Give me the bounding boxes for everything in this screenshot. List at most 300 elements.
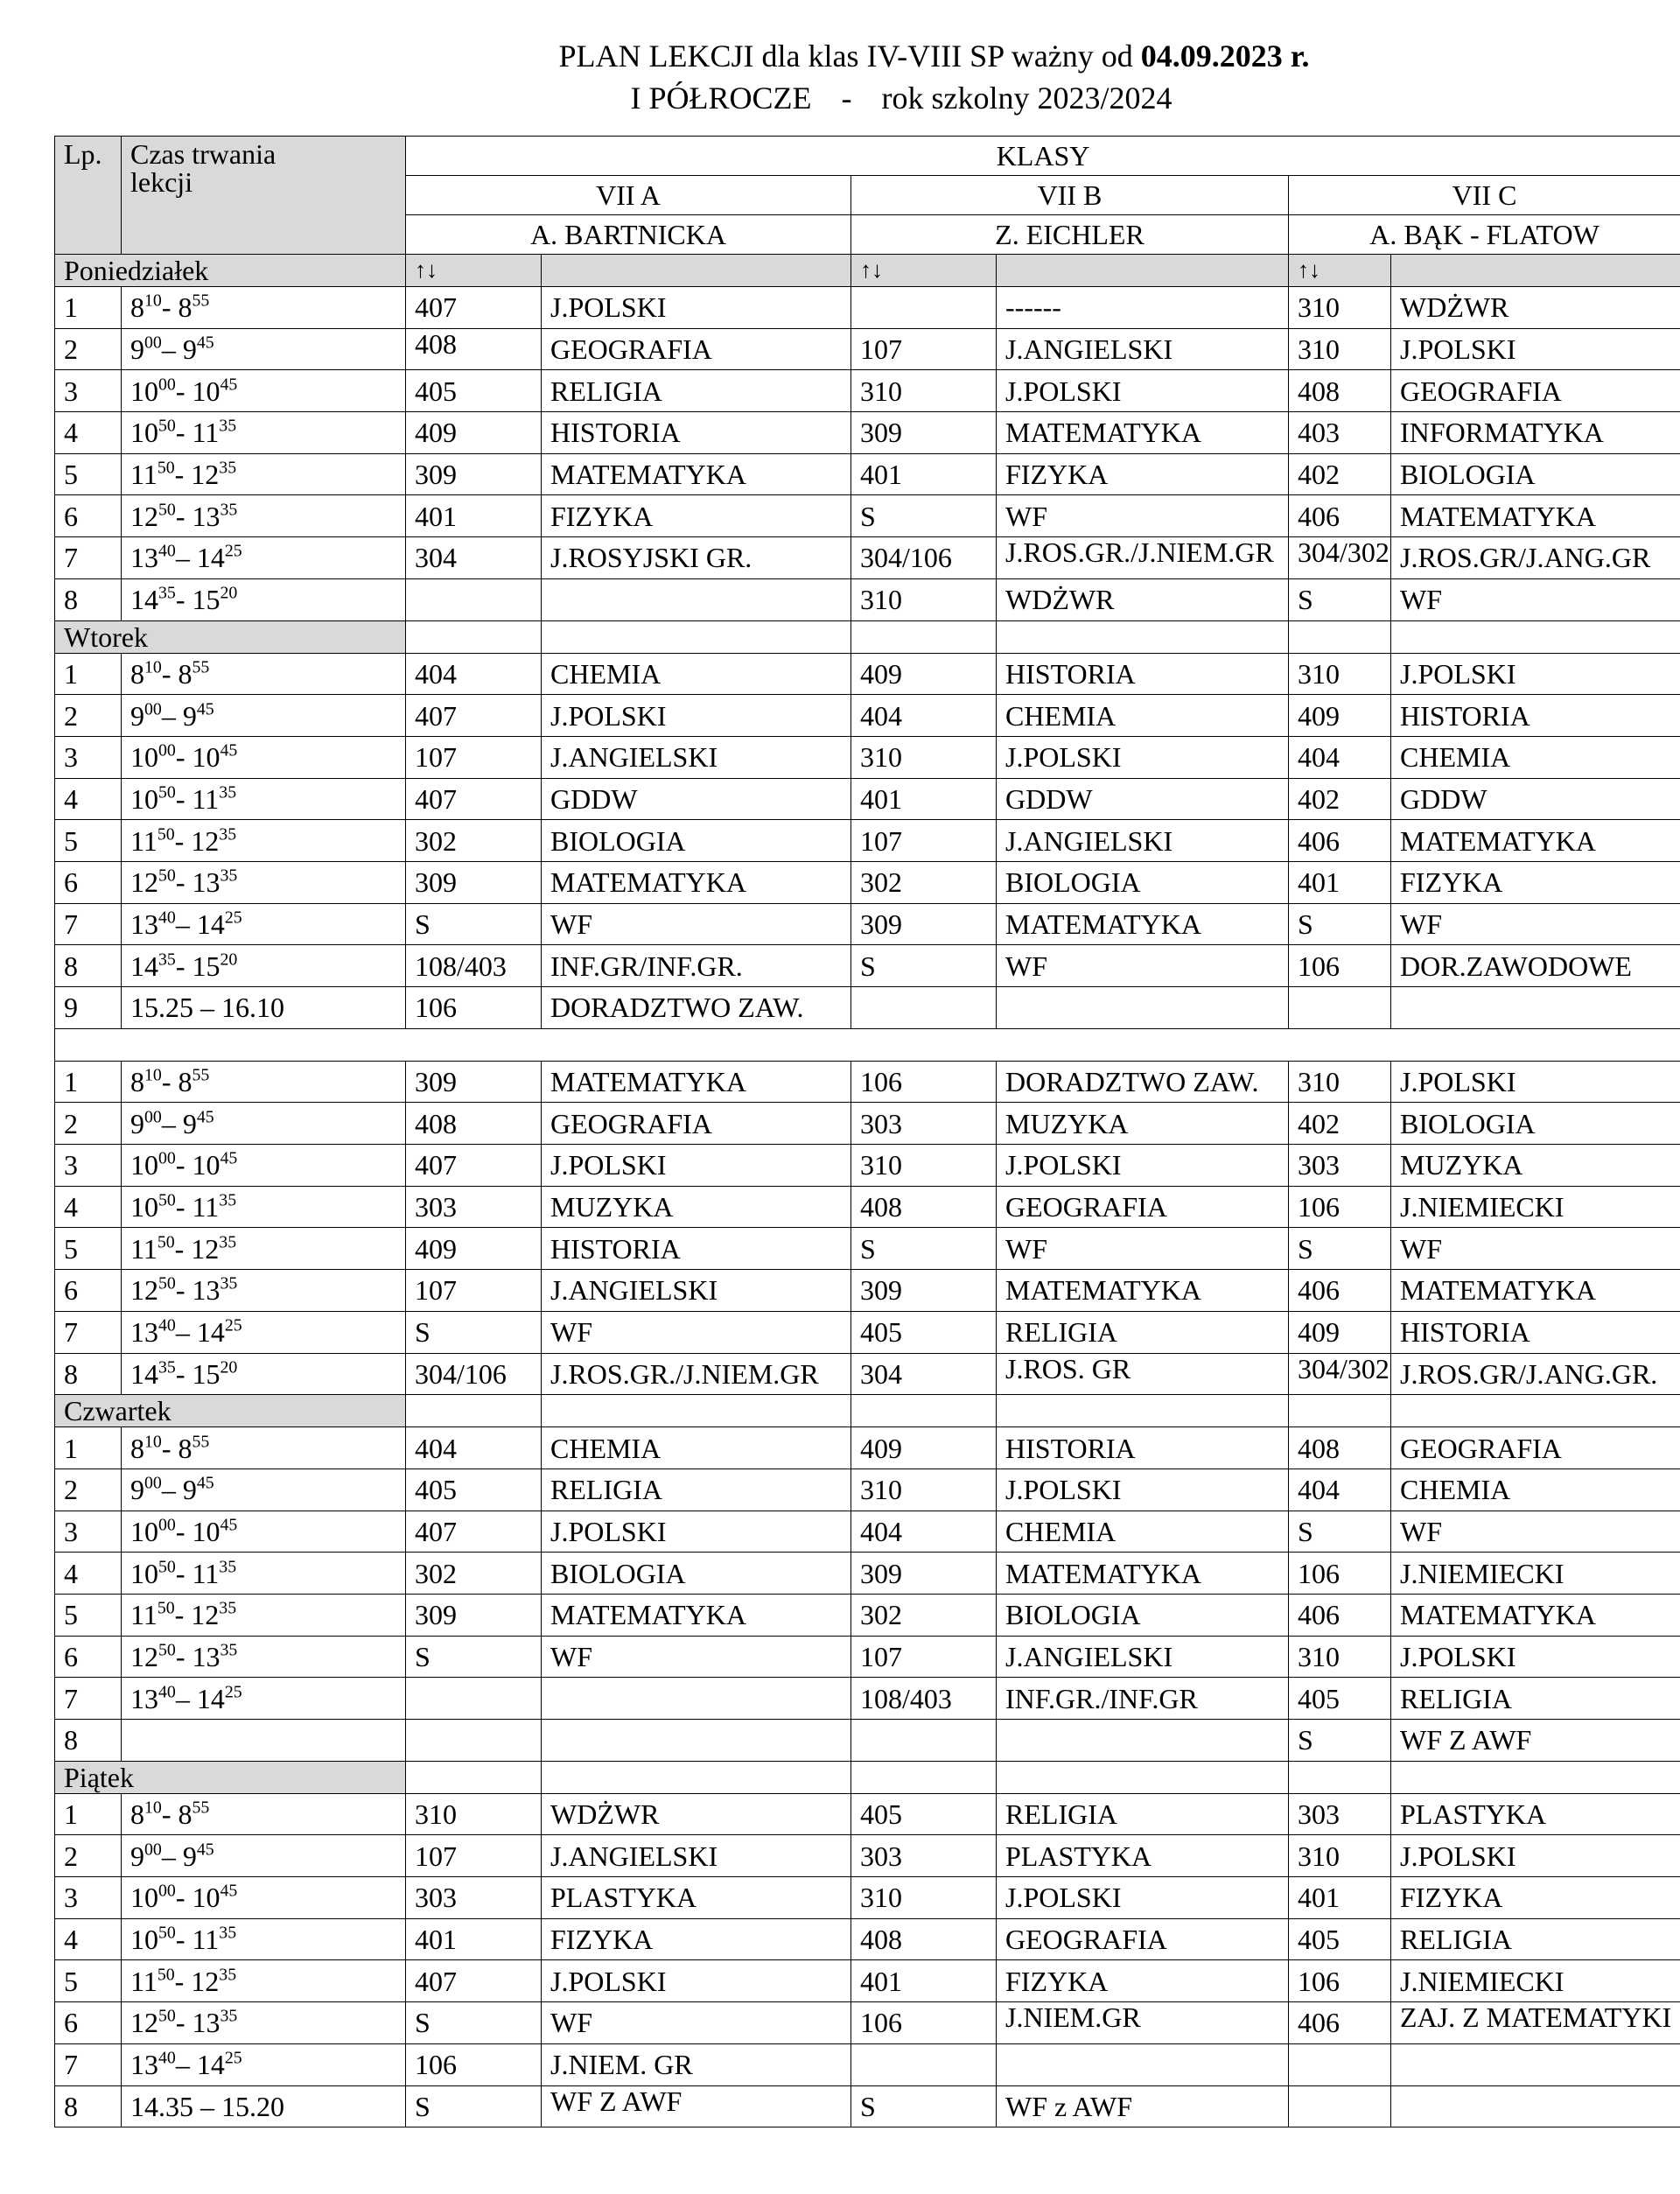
lesson-number: 8: [55, 578, 122, 620]
lesson-number: 3: [55, 1511, 122, 1553]
room-7b: 303: [851, 1835, 997, 1877]
subject-7b: INF.GR./INF.GR: [997, 1678, 1289, 1720]
sort-arrows: ↑↓: [1289, 255, 1391, 287]
room-7c: 405: [1289, 1918, 1391, 1960]
subject-7c: J.NIEMIECKI: [1391, 1960, 1680, 2002]
day-row-fill: [1391, 255, 1680, 287]
subject-7a: [542, 1720, 851, 1762]
room-7c: 304/302: [1289, 537, 1391, 579]
lesson-time: $9^{00}-$ $9^{45}$: [122, 1469, 406, 1511]
room-7c: 106: [1289, 1186, 1391, 1228]
room-7c: 106: [1289, 945, 1391, 987]
subject-7c: J.NIEMIECKI: [1391, 1186, 1680, 1228]
subject-7b: J.ANGIELSKI: [997, 1636, 1289, 1678]
lesson-number: 2: [55, 1103, 122, 1145]
room-7a: 303: [406, 1877, 542, 1919]
subject-7c: GEOGRAFIA: [1391, 1427, 1680, 1469]
subject-7a: J.POLSKI: [542, 287, 851, 329]
lesson-number: 6: [55, 495, 122, 537]
subject-7b: PLASTYKA: [997, 1835, 1289, 1877]
lesson-time: $9^{00}-$ $9^{45}$: [122, 328, 406, 370]
room-7a: 407: [406, 1511, 542, 1553]
teacher-7a: A. BARTNICKA: [406, 215, 851, 255]
day-row-fill: [542, 255, 851, 287]
day-row-fill: [997, 255, 1289, 287]
table-row: [55, 1145, 1680, 1187]
lesson-number: 2: [55, 1469, 122, 1511]
blank-day-row: [55, 1028, 1680, 1061]
lesson-number: 9: [55, 987, 122, 1029]
subject-7c: GDDW: [1391, 778, 1680, 820]
room-7b: 304: [851, 1353, 997, 1395]
room-7b: 302: [851, 1594, 997, 1636]
subject-7a: MATEMATYKA: [542, 861, 851, 903]
subject-7a: WF Z AWF: [542, 2085, 851, 2127]
room-7c: 304/302: [1289, 1353, 1391, 1395]
subject-7c: WF: [1391, 1511, 1680, 1553]
lesson-time: $8^{10}-$ $8^{55}$: [122, 1061, 406, 1103]
lesson-number: 5: [55, 1594, 122, 1636]
subject-7b: CHEMIA: [997, 695, 1289, 737]
room-7b: 401: [851, 778, 997, 820]
subject-7a: RELIGIA: [542, 1469, 851, 1511]
subject-7c: WDŻWR: [1391, 287, 1680, 329]
subject-7c: CHEMIA: [1391, 1469, 1680, 1511]
timetable: [54, 136, 1680, 2127]
subject-7b: WDŻWR: [997, 578, 1289, 620]
lesson-number: 5: [55, 1960, 122, 2002]
day-row-fill: [997, 620, 1289, 653]
day-row-fill: [406, 1395, 542, 1427]
subject-7c: CHEMIA: [1391, 736, 1680, 778]
subject-7b: WF: [997, 1228, 1289, 1270]
room-7a: [406, 1678, 542, 1720]
room-7b: 107: [851, 1636, 997, 1678]
day-row-fill: [851, 620, 997, 653]
subject-7c: RELIGIA: [1391, 1918, 1680, 1960]
subject-7a: MATEMATYKA: [542, 453, 851, 495]
room-7a: 309: [406, 1061, 542, 1103]
room-7b: 408: [851, 1186, 997, 1228]
table-row: [55, 1061, 1680, 1103]
lesson-number: 5: [55, 1228, 122, 1270]
room-7c: 409: [1289, 1311, 1391, 1353]
room-7c: S: [1289, 578, 1391, 620]
room-7c: 404: [1289, 736, 1391, 778]
lesson-number: 5: [55, 453, 122, 495]
room-7c: 403: [1289, 412, 1391, 454]
room-7a: 107: [406, 736, 542, 778]
room-7b: 304/106: [851, 537, 997, 579]
subject-7b: RELIGIA: [997, 1793, 1289, 1835]
lesson-time: $10^{50}-$ $11^{35}$: [122, 1553, 406, 1595]
subject-7b: GDDW: [997, 778, 1289, 820]
table-row: [55, 1228, 1680, 1270]
subject-7b: HISTORIA: [997, 653, 1289, 695]
room-7c: 310: [1289, 1061, 1391, 1103]
room-7b: 401: [851, 453, 997, 495]
lesson-number: 4: [55, 778, 122, 820]
room-7c: S: [1289, 1720, 1391, 1762]
lesson-number: 4: [55, 1186, 122, 1228]
subject-7b: RELIGIA: [997, 1311, 1289, 1353]
room-7b: [851, 287, 997, 329]
table-row: [55, 1835, 1680, 1877]
table-row: [55, 1186, 1680, 1228]
table-row: [55, 412, 1680, 454]
table-row: [55, 653, 1680, 695]
room-7a: 408: [406, 328, 542, 370]
room-7b: 309: [851, 1270, 997, 1312]
day-row-fill: [1289, 1761, 1391, 1793]
subject-7b: CHEMIA: [997, 1511, 1289, 1553]
lesson-time: $9^{00}-$ $9^{45}$: [122, 1103, 406, 1145]
subject-7c: WF: [1391, 578, 1680, 620]
table-row: [55, 861, 1680, 903]
day-name: Piątek: [55, 1761, 406, 1793]
lesson-number: 4: [55, 412, 122, 454]
room-7a: 303: [406, 1186, 542, 1228]
room-7b: 107: [851, 820, 997, 862]
header-klasy: KLASY: [406, 137, 1680, 176]
lesson-time: $13^{40}-$ $14^{25}$: [122, 1678, 406, 1720]
subject-7a: J.POLSKI: [542, 1511, 851, 1553]
subject-7b: J.NIEM.GR: [997, 2002, 1289, 2044]
room-7c: 401: [1289, 861, 1391, 903]
table-row: [55, 1311, 1680, 1353]
lesson-time: 15.25 – 16.10: [122, 987, 406, 1029]
lesson-time: $8^{10}-$ $8^{55}$: [122, 1793, 406, 1835]
room-7a: 106: [406, 987, 542, 1029]
room-7c: 406: [1289, 495, 1391, 537]
subject-7b: BIOLOGIA: [997, 861, 1289, 903]
room-7a: 108/403: [406, 945, 542, 987]
lesson-time: $10^{00}-$ $10^{45}$: [122, 1511, 406, 1553]
day-name: Poniedziałek: [55, 255, 406, 287]
subject-7a: WF: [542, 2002, 851, 2044]
lesson-time: $13^{40}-$ $14^{25}$: [122, 1311, 406, 1353]
lesson-time: $10^{50}-$ $11^{35}$: [122, 412, 406, 454]
room-7a: 404: [406, 1427, 542, 1469]
subject-7a: J.ANGIELSKI: [542, 1835, 851, 1877]
table-row: [55, 1553, 1680, 1595]
lesson-number: 7: [55, 903, 122, 945]
room-7a: 309: [406, 861, 542, 903]
room-7a: 106: [406, 2043, 542, 2085]
room-7b: [851, 987, 997, 1029]
subject-7c: J.POLSKI: [1391, 1061, 1680, 1103]
subject-7c: J.POLSKI: [1391, 653, 1680, 695]
lesson-number: 4: [55, 1918, 122, 1960]
room-7c: [1289, 2043, 1391, 2085]
room-7b: 309: [851, 1553, 997, 1595]
room-7b: 310: [851, 578, 997, 620]
lesson-number: 6: [55, 2002, 122, 2044]
table-row: [55, 1960, 1680, 2002]
lesson-time: $9^{00}-$ $9^{45}$: [122, 1835, 406, 1877]
teacher-7b: Z. EICHLER: [851, 215, 1289, 255]
subject-7c: RELIGIA: [1391, 1678, 1680, 1720]
room-7a: 309: [406, 453, 542, 495]
room-7a: [406, 578, 542, 620]
lesson-number: 7: [55, 537, 122, 579]
subject-7a: DORADZTWO ZAW.: [542, 987, 851, 1029]
subject-7c: MUZYKA: [1391, 1145, 1680, 1187]
lesson-number: 7: [55, 1678, 122, 1720]
subject-7b: GEOGRAFIA: [997, 1918, 1289, 1960]
subject-7a: J.ROS.GR./J.NIEM.GR: [542, 1353, 851, 1395]
table-row: [55, 1270, 1680, 1312]
subject-7c: J.ROS.GR/J.ANG.GR: [1391, 537, 1680, 579]
day-name: Czwartek: [55, 1395, 406, 1427]
subject-7a: GEOGRAFIA: [542, 328, 851, 370]
lesson-time: $8^{10}-$ $8^{55}$: [122, 1427, 406, 1469]
table-row: [55, 2043, 1680, 2085]
lesson-time: $12^{50}-$ $13^{35}$: [122, 1636, 406, 1678]
room-7c: 402: [1289, 1103, 1391, 1145]
room-7a: S: [406, 1636, 542, 1678]
lesson-number: 6: [55, 1636, 122, 1678]
sort-arrows: ↑↓: [851, 255, 997, 287]
table-row: [55, 1427, 1680, 1469]
room-7a: 407: [406, 778, 542, 820]
room-7c: [1289, 2085, 1391, 2127]
room-7c: 106: [1289, 1960, 1391, 2002]
subject-7c: J.POLSKI: [1391, 328, 1680, 370]
room-7a: 309: [406, 1594, 542, 1636]
page-title: PLAN LEKCJI dla klas IV-VIII SP ważny od 04.09.2023 r.: [558, 39, 1310, 74]
room-7a: S: [406, 2085, 542, 2127]
lesson-time: $10^{00}-$ $10^{45}$: [122, 736, 406, 778]
table-row: [55, 736, 1680, 778]
sort-arrows: ↑↓: [406, 255, 542, 287]
subject-7b: WF: [997, 495, 1289, 537]
table-row: [55, 287, 1680, 329]
teacher-7c: A. BĄK - FLATOW: [1289, 215, 1680, 255]
lesson-time: $12^{50}-$ $13^{35}$: [122, 2002, 406, 2044]
subject-7a: [542, 1678, 851, 1720]
table-row: [55, 1353, 1680, 1395]
class-name-7a: VII A: [406, 176, 851, 215]
subject-7b: MATEMATYKA: [997, 903, 1289, 945]
room-7b: 405: [851, 1311, 997, 1353]
room-7b: 309: [851, 412, 997, 454]
subject-7a: MUZYKA: [542, 1186, 851, 1228]
room-7a: 401: [406, 1918, 542, 1960]
subject-7c: ZAJ. Z MATEMATYKI: [1391, 2002, 1680, 2044]
subject-7b: MATEMATYKA: [997, 1270, 1289, 1312]
room-7c: S: [1289, 1511, 1391, 1553]
lesson-time: $11^{50}-$ $12^{35}$: [122, 1228, 406, 1270]
day-row-fill: [542, 1761, 851, 1793]
lesson-time: $8^{10}-$ $8^{55}$: [122, 287, 406, 329]
room-7c: 310: [1289, 287, 1391, 329]
room-7b: 302: [851, 861, 997, 903]
room-7b: S: [851, 495, 997, 537]
room-7b: 409: [851, 1427, 997, 1469]
subject-7b: ------: [997, 287, 1289, 329]
subject-7b: MUZYKA: [997, 1103, 1289, 1145]
table-row: [55, 578, 1680, 620]
lesson-time: $10^{00}-$ $10^{45}$: [122, 1877, 406, 1919]
room-7a: 409: [406, 412, 542, 454]
subject-7a: CHEMIA: [542, 653, 851, 695]
header-lp: Lp.: [55, 137, 122, 255]
subject-7c: J.ROS.GR/J.ANG.GR.: [1391, 1353, 1680, 1395]
room-7c: 404: [1289, 1469, 1391, 1511]
lesson-number: 8: [55, 2085, 122, 2127]
table-row: [55, 1918, 1680, 1960]
room-7c: S: [1289, 903, 1391, 945]
subject-7a: WDŻWR: [542, 1793, 851, 1835]
subject-7b: J.POLSKI: [997, 1469, 1289, 1511]
subject-7a: J.POLSKI: [542, 695, 851, 737]
table-row: [55, 1511, 1680, 1553]
room-7c: 310: [1289, 1835, 1391, 1877]
room-7c: 310: [1289, 328, 1391, 370]
lesson-time: $14^{35}-$ $15^{20}$: [122, 1353, 406, 1395]
day-row-fill: [406, 620, 542, 653]
room-7b: 310: [851, 1877, 997, 1919]
room-7b: [851, 2043, 997, 2085]
subject-7b: J.POLSKI: [997, 1877, 1289, 1919]
day-row-fill: [1289, 620, 1391, 653]
lesson-time: $10^{50}-$ $11^{35}$: [122, 1918, 406, 1960]
lesson-number: 1: [55, 1061, 122, 1103]
table-row: [55, 820, 1680, 862]
lesson-time: $13^{40}-$ $14^{25}$: [122, 903, 406, 945]
subject-7c: [1391, 2043, 1680, 2085]
room-7a: 401: [406, 495, 542, 537]
room-7b: 303: [851, 1103, 997, 1145]
subject-7c: MATEMATYKA: [1391, 495, 1680, 537]
lesson-time: $10^{50}-$ $11^{35}$: [122, 778, 406, 820]
lesson-time: $14^{35}-$ $15^{20}$: [122, 945, 406, 987]
subject-7a: WF: [542, 903, 851, 945]
room-7a: 409: [406, 1228, 542, 1270]
subject-7b: BIOLOGIA: [997, 1594, 1289, 1636]
lesson-time: $8^{10}-$ $8^{55}$: [122, 653, 406, 695]
day-row-fill: [1391, 1395, 1680, 1427]
room-7c: 408: [1289, 370, 1391, 412]
table-row: [55, 370, 1680, 412]
lesson-number: 4: [55, 1553, 122, 1595]
lesson-time: $11^{50}-$ $12^{35}$: [122, 1960, 406, 2002]
subject-7a: WF: [542, 1311, 851, 1353]
table-row: [55, 945, 1680, 987]
lesson-number: 1: [55, 1793, 122, 1835]
subject-7a: CHEMIA: [542, 1427, 851, 1469]
room-7c: 405: [1289, 1678, 1391, 1720]
lesson-time: $10^{00}-$ $10^{45}$: [122, 1145, 406, 1187]
lesson-time: 14.35 – 15.20: [122, 2085, 406, 2127]
subject-7b: [997, 987, 1289, 1029]
subject-7a: BIOLOGIA: [542, 820, 851, 862]
subject-7b: MATEMATYKA: [997, 1553, 1289, 1595]
subject-7b: WF: [997, 945, 1289, 987]
subject-7a: GDDW: [542, 778, 851, 820]
subject-7b: J.ANGIELSKI: [997, 328, 1289, 370]
subject-7c: MATEMATYKA: [1391, 1270, 1680, 1312]
lesson-number: 3: [55, 1145, 122, 1187]
room-7c: 310: [1289, 1636, 1391, 1678]
room-7b: 310: [851, 736, 997, 778]
room-7b: 409: [851, 653, 997, 695]
subject-7b: GEOGRAFIA: [997, 1186, 1289, 1228]
room-7c: 408: [1289, 1427, 1391, 1469]
subject-7b: HISTORIA: [997, 1427, 1289, 1469]
room-7a: 405: [406, 1469, 542, 1511]
lesson-time: $10^{50}-$ $11^{35}$: [122, 1186, 406, 1228]
subject-7b: J.POLSKI: [997, 736, 1289, 778]
subject-7c: J.NIEMIECKI: [1391, 1553, 1680, 1595]
room-7a: 302: [406, 820, 542, 862]
lesson-time: $11^{50}-$ $12^{35}$: [122, 1594, 406, 1636]
room-7b: S: [851, 2085, 997, 2127]
class-name-7c: VII C: [1289, 176, 1680, 215]
table-row: [55, 1720, 1680, 1762]
table-row: [55, 1678, 1680, 1720]
lesson-number: 1: [55, 1427, 122, 1469]
room-7a: S: [406, 903, 542, 945]
subject-7a: GEOGRAFIA: [542, 1103, 851, 1145]
day-row-fill: [542, 1395, 851, 1427]
table-row: [55, 1793, 1680, 1835]
subject-7a: J.ANGIELSKI: [542, 1270, 851, 1312]
room-7a: 304: [406, 537, 542, 579]
room-7c: 310: [1289, 653, 1391, 695]
subject-7b: J.POLSKI: [997, 1145, 1289, 1187]
room-7b: 108/403: [851, 1678, 997, 1720]
room-7a: [406, 1720, 542, 1762]
room-7b: S: [851, 1228, 997, 1270]
room-7b: 405: [851, 1793, 997, 1835]
subject-7a: HISTORIA: [542, 412, 851, 454]
subject-7a: WF: [542, 1636, 851, 1678]
room-7b: 310: [851, 1469, 997, 1511]
day-row-fill: [997, 1395, 1289, 1427]
class-name-7b: VII B: [851, 176, 1289, 215]
table-row: [55, 987, 1680, 1029]
subject-7c: BIOLOGIA: [1391, 1103, 1680, 1145]
room-7c: 402: [1289, 778, 1391, 820]
room-7a: 407: [406, 287, 542, 329]
room-7c: 106: [1289, 1553, 1391, 1595]
room-7c: 409: [1289, 695, 1391, 737]
subject-7b: J.ROS.GR./J.NIEM.GR: [997, 537, 1289, 579]
lesson-number: 2: [55, 328, 122, 370]
table-row: [55, 453, 1680, 495]
subject-7c: [1391, 987, 1680, 1029]
room-7c: 406: [1289, 2002, 1391, 2044]
subject-7a: BIOLOGIA: [542, 1553, 851, 1595]
table-row: [55, 1877, 1680, 1919]
subject-7b: FIZYKA: [997, 1960, 1289, 2002]
room-7c: 406: [1289, 1594, 1391, 1636]
day-row-fill: [406, 1761, 542, 1793]
room-7a: 302: [406, 1553, 542, 1595]
table-row: [55, 1469, 1680, 1511]
table-row: [55, 2002, 1680, 2044]
day-row-fill: [1391, 620, 1680, 653]
room-7b: 408: [851, 1918, 997, 1960]
page-subtitle: I PÓŁROCZE - rok szkolny 2023/2024: [630, 81, 1172, 116]
room-7a: 304/106: [406, 1353, 542, 1395]
subject-7c: FIZYKA: [1391, 1877, 1680, 1919]
subject-7a: MATEMATYKA: [542, 1594, 851, 1636]
subject-7b: J.ROS. GR: [997, 1353, 1289, 1395]
lesson-number: 1: [55, 653, 122, 695]
